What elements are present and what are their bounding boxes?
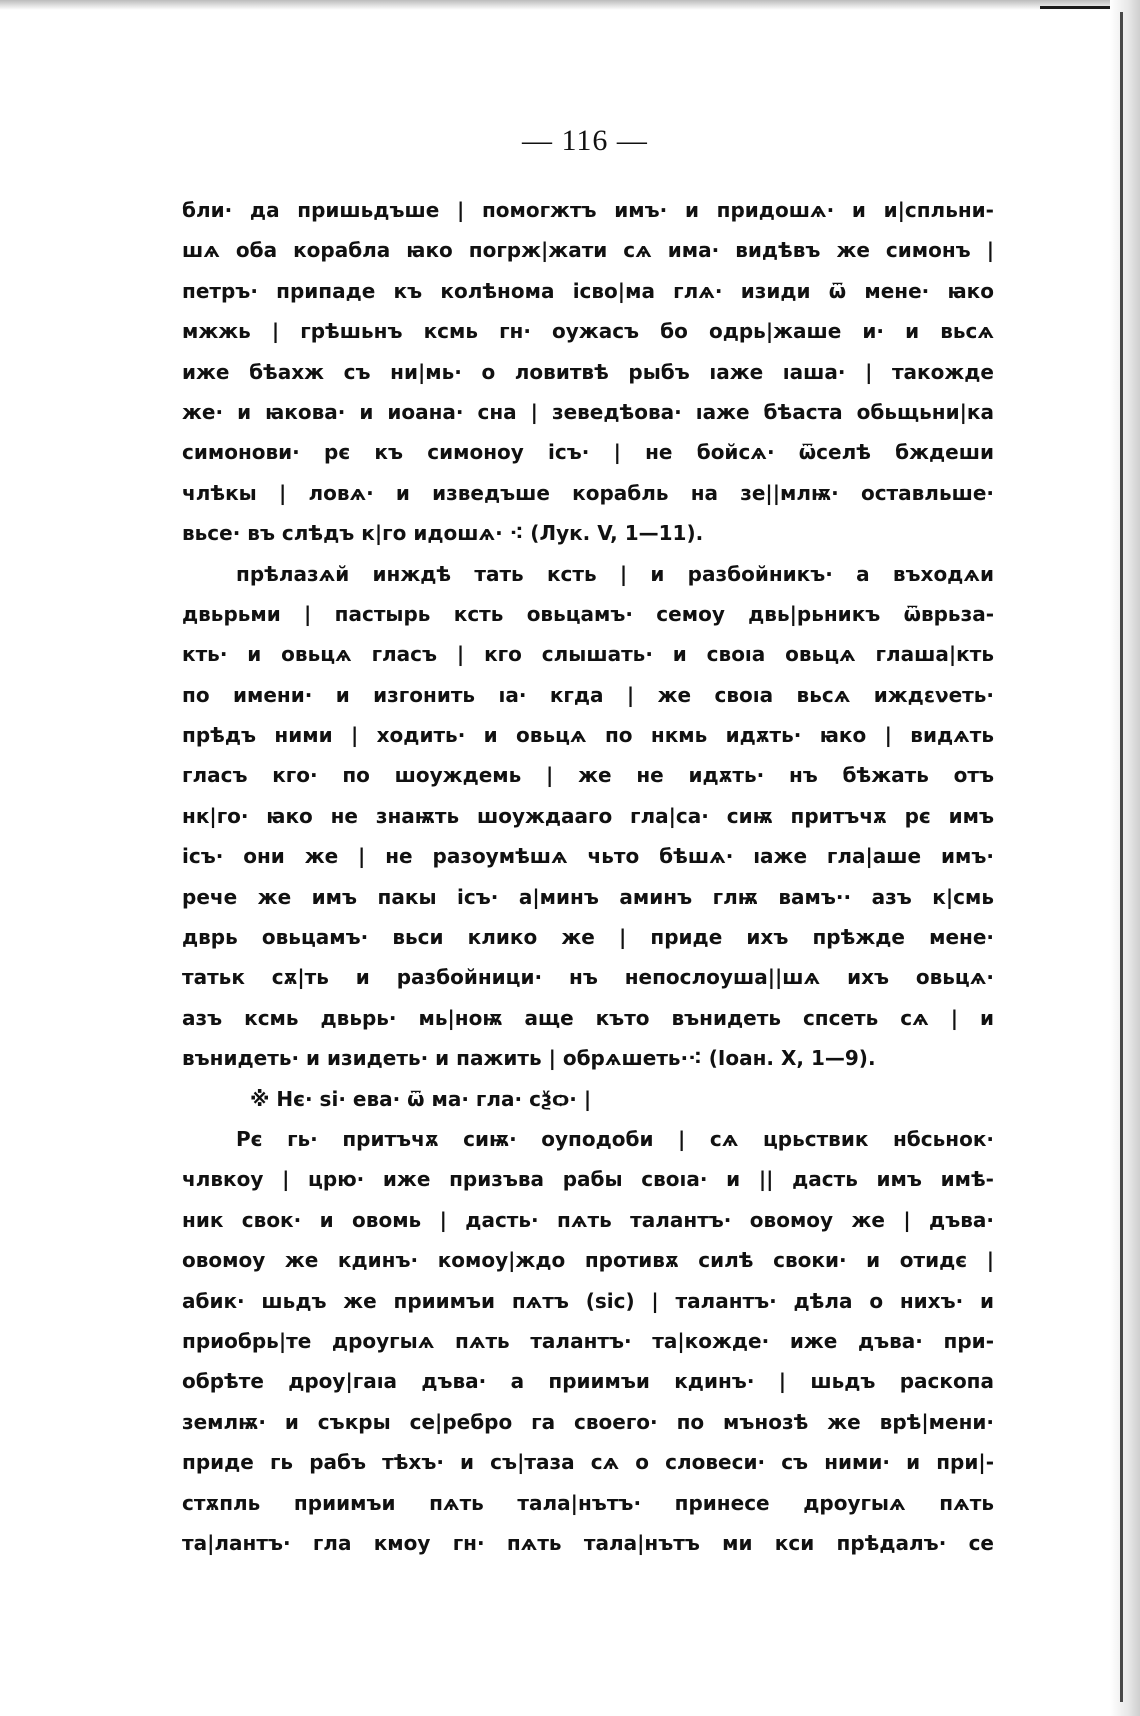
text-line: дврь овьцамъ· вьси кликo же | приде ихъ прѣжде мене· [182, 925, 994, 950]
text-line: вьсе· въ слѣдъ к|го идошѧ· ⁖ (Лук. V, 1—11). [182, 521, 704, 546]
text-line: члѣкы | ловѧ· и изведъше корабль на зе||млѭ· оставльше· [182, 480, 994, 505]
text-line: члвкоу | црю· иже призъва рабы своıа· и || дасть имъ имѣ- [182, 1167, 994, 1192]
text-line: приобрь|те дроугыѧ пѧть талантъ· та|кожде· иже дъва· при- [182, 1328, 994, 1353]
text-line: петръ· припаде къ колѣнома ісво|ма глѧ· изиди ѿ мене· ꙗко [182, 278, 994, 303]
text-line: татьк сѫ|ть и разбойници· нъ непослоуша||шѧ ихъ овьцѧ· [182, 965, 994, 990]
text-line: абик· шьдъ же приимъи пѧтъ (sic) | талантъ· дѣла о нихъ· и [182, 1288, 994, 1313]
text-line: мжжь | грѣшьнъ ксмь гн· оужасъ бо одрь|жаше и· и вьсѧ [182, 319, 994, 344]
text-line: симонови· рє къ симоноу ісъ· | не бойсѧ· ѿселѣ бждеши [182, 440, 994, 465]
text-line: ісъ· они же | не разоумѣшѧ чьто бѣшѧ· ıаже гла|аше имъ· [182, 844, 994, 869]
text-line: прѣдъ ними | ходить· и овьцѧ по нкмь идѫть· ꙗко | видѧть [182, 723, 994, 748]
text-line: двьрьми | пастырь ксть овьцамъ· семоу двь|рьникъ ѿврьза- [182, 601, 994, 626]
body-text [182, 190, 994, 1563]
text-line: вънидеть· и изидеть· и пажить | обрѧшеть·⁖ (Іоан. X, 1—9). [182, 1046, 876, 1071]
text-line: азъ ксмь двьрь· мь|ноѭ аще къто вънидеть спсеть сѧ | и [182, 1005, 994, 1030]
section-heading: ※ Нє· ѕі· ева· ѿ ма· гла· сѯѻ· | [250, 1086, 592, 1111]
text-line: землѭ· и съкры се|ребро га своего· по мънозѣ же врѣ|мени· [182, 1409, 994, 1434]
text-line: нк|го· ꙗко не знаѭть шоуждааго гла|са· сиѭ притъчѫ рє имъ [182, 803, 994, 828]
text-line: рече же имъ пакы ісъ· а|минъ аминъ глѭ вамъ·· азъ к|смь [182, 884, 994, 909]
page-top-edge [0, 0, 1140, 10]
page-number: — 116 — [522, 124, 648, 157]
text-line: овомоу же кдинъ· комоу|ждо противѫ силѣ своки· и отидє | [182, 1248, 994, 1273]
text-line: Рє гь· притъчѫ сиѭ· оуподоби | сѧ црьствик нбсьнок· [236, 1126, 994, 1151]
text-line: кть· и овьцѧ гласъ | кго слышать· и своıа овьцѧ глаша|кть [182, 642, 994, 667]
text-line: бли· да пришьдъше | помогжтъ имъ· и придошѧ· и и|спльни- [182, 198, 994, 222]
text-line: та|лантъ· гла кмоу гн· пѧть тала|нътъ ми кси прѣдалъ· се [182, 1530, 994, 1555]
text-line: ник свок· и овомь | дасть· пѧть талантъ· овомоу же | дъва· [182, 1207, 994, 1232]
text-line: гласъ кго· по шоуждемь | же не идѫть· нъ бѣжать отъ [182, 763, 994, 788]
text-line: прѣлазѧй инждѣ тать ксть | и разбойникъ· а въходѧи [236, 561, 994, 586]
text-line: же· и ꙗкова· и иоана· сна | зеведѣова· ıаже бѣаста обьщьни|ка [182, 399, 994, 424]
text-line: стѫпль приимъи пѧть тала|нътъ· принесе дроугыѧ пѧть [182, 1490, 994, 1515]
text-line: по имени· и изгонить ıа· кгда | же своıа вьсѧ иждενеть· [182, 682, 994, 707]
text-line: приде гь рабъ тѣхъ· и съ|таза сѧ о словеси· съ ними· и при|- [182, 1450, 994, 1475]
page-right-edge [1110, 0, 1140, 1716]
text-line: иже бѣахж съ ни|мь· о ловитвѣ рыбъ ıаже ıаша· | такожде [182, 359, 994, 384]
page-binding-line [1120, 12, 1123, 1702]
text-line: шѧ оба корабла ꙗко погрж|жати сѧ има· видѣвъ же симонъ | [182, 238, 994, 263]
text-line: обрѣте дроу|гаıа дъва· а приимъи кдинъ· | шьдъ раскопа [182, 1369, 994, 1394]
